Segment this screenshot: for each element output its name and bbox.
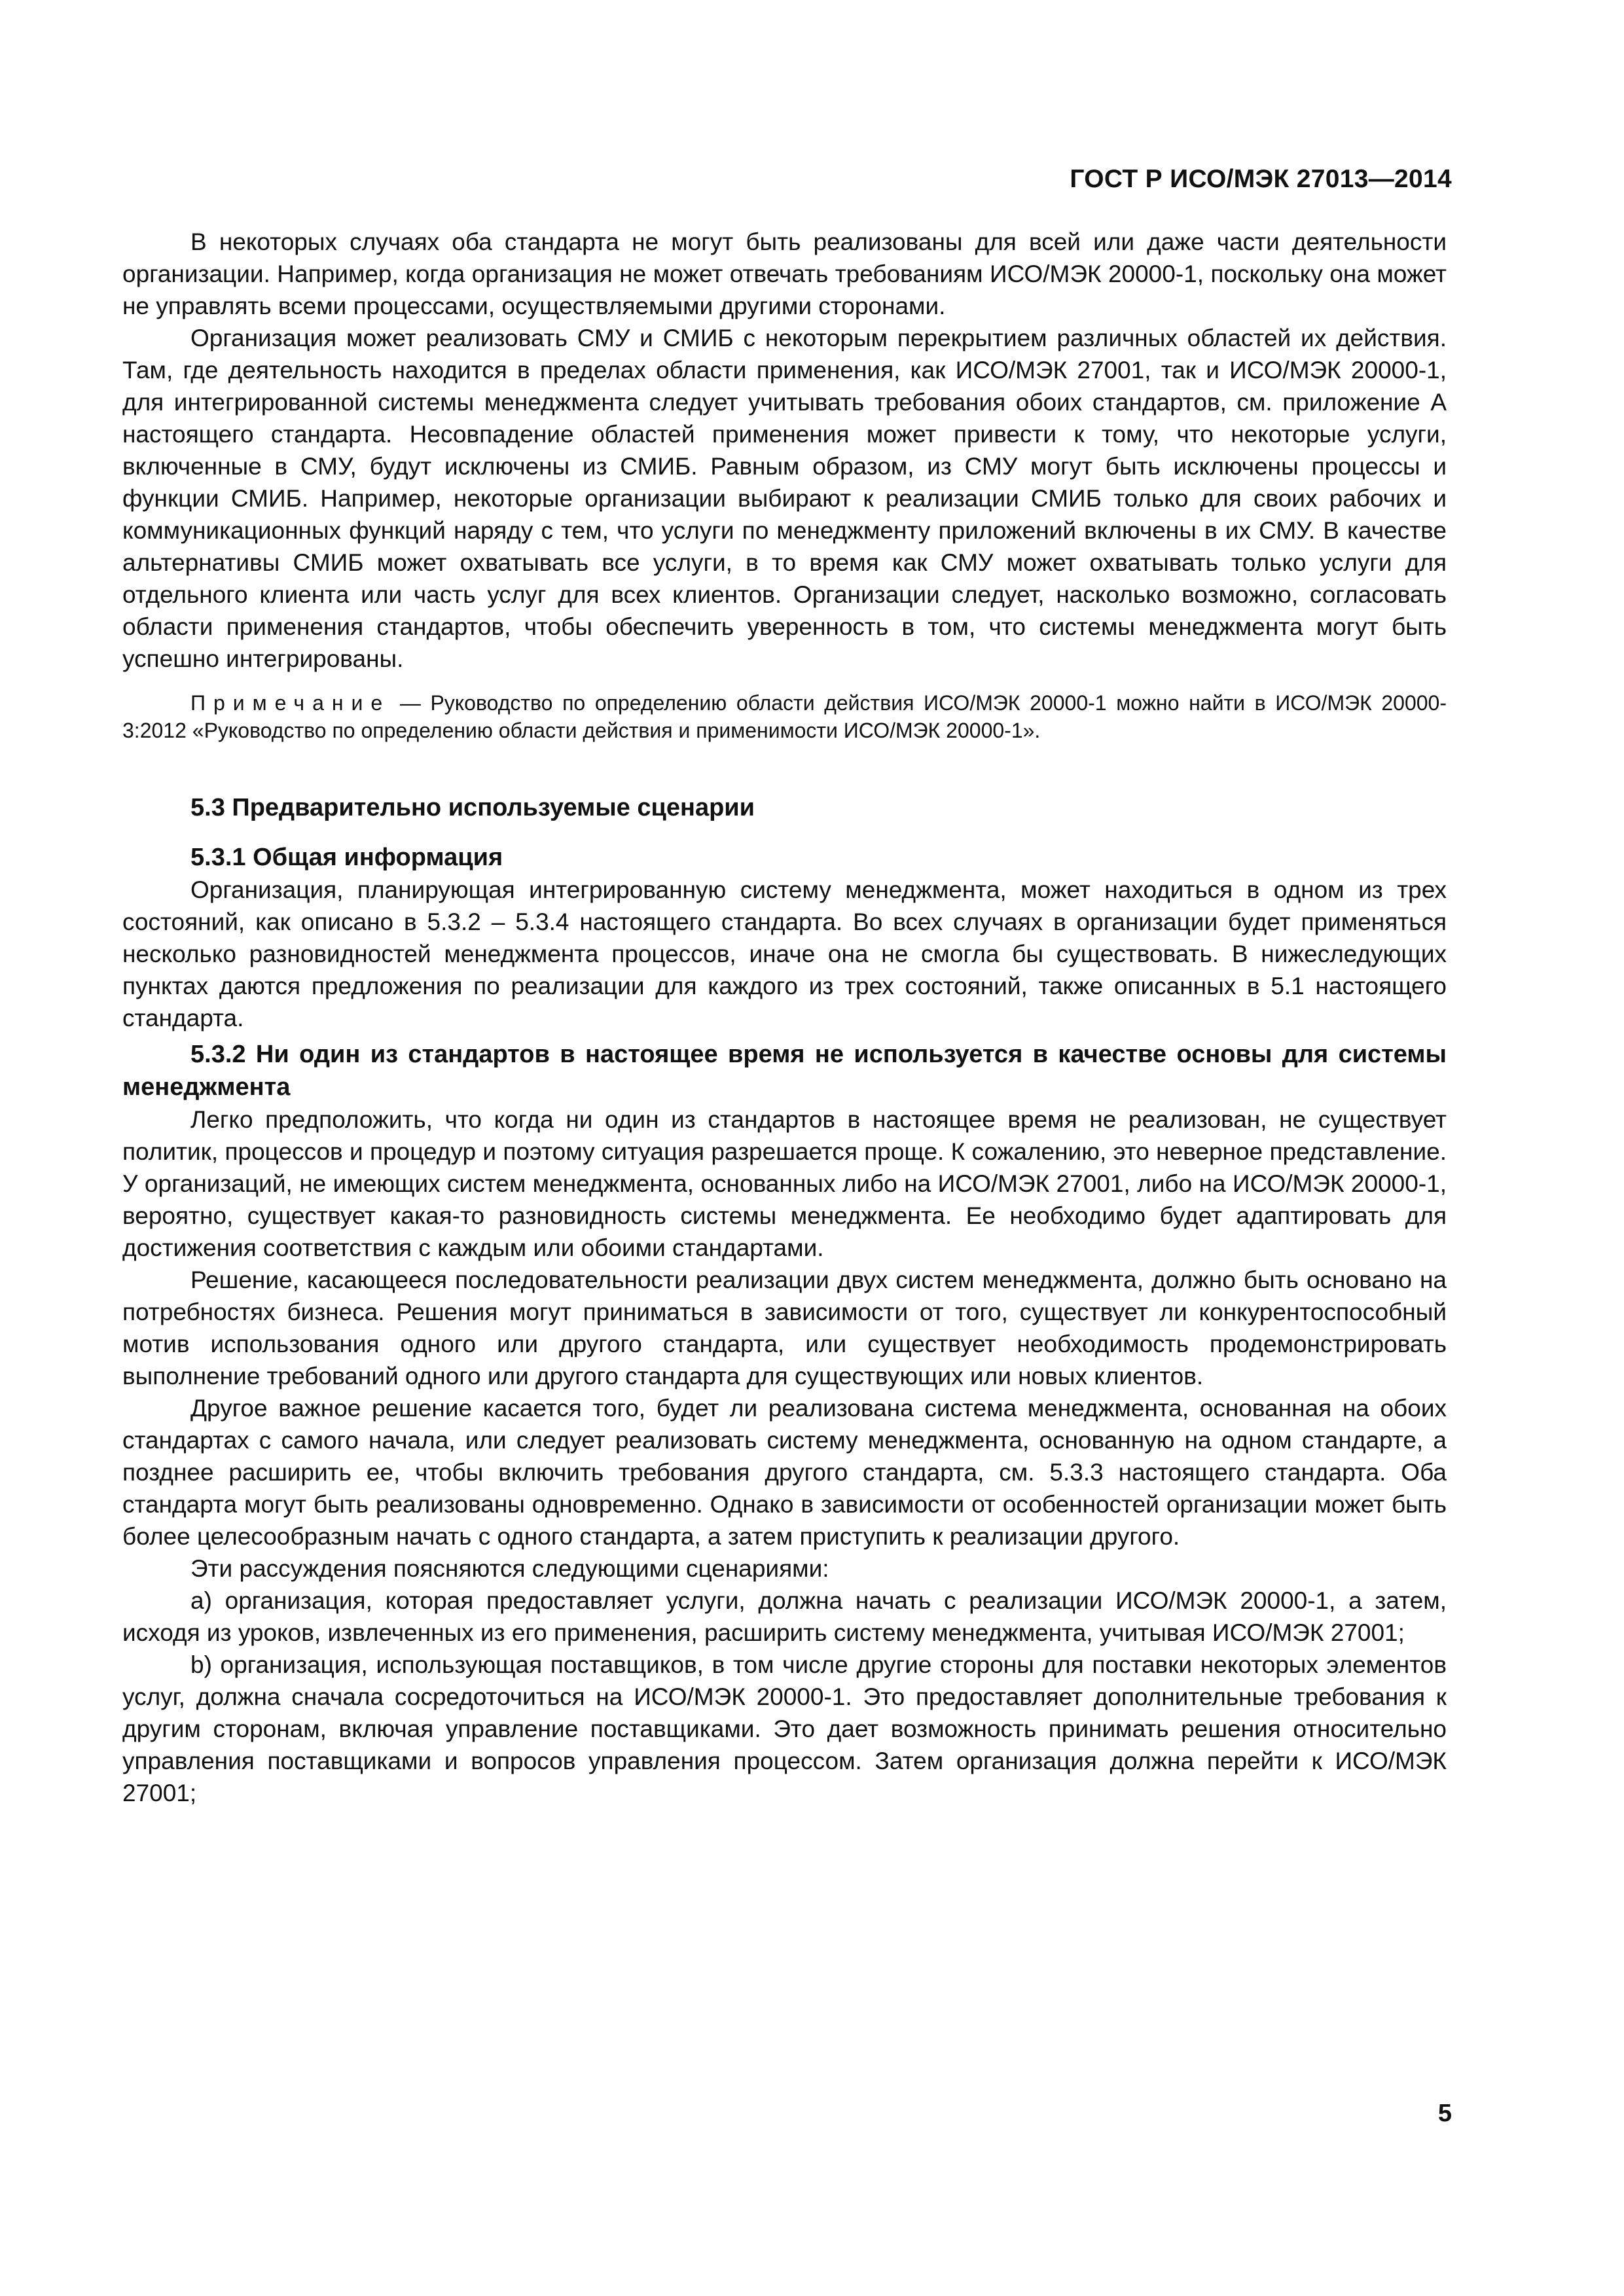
paragraph: В некоторых случаях оба стандарта не могут быть реализованы для всей или даже части деятельности организации. Например, когда организация не может отвечать требованиям ИСО/МЭК 20000-1, поскольку она может не управлять всеми процессами, осуществляемыми другими сторонами. bbox=[122, 228, 1447, 319]
section-heading-5-3-1: 5.3.1 Общая информация bbox=[190, 844, 503, 871]
paragraph: Другое важное решение касается того, будет ли реализована система менеджмента, основанная на обоих стандартах с самого начала, или следует реализовать систему менеджмента, основанную на одном стандарте, а позднее расширить ее, чтобы включить требования другого стандарта, см. 5.3.3 настоящего стандарта. Оба стандарта могут быть реализованы одновременно. Однако в зависимости от особенностей организации может быть более целесообразным начать с одного стандарта, а затем приступить к реализации другого. bbox=[122, 1395, 1447, 1550]
paragraph: Легко предположить, что когда ни один из стандартов в настоящее время не реализован, не существует политик, процессов и процедур и поэтому ситуация разрешается проще. К сожалению, это неверное представление. У организаций, не имеющих систем менеджмента, основанных либо на ИСО/МЭК 27001, либо на ИСО/МЭК 20000-1, вероятно, существует какая-то разновидность системы менеджмента. Ее необходимо будет адаптировать для достижения соответствия с каждым или обоими стандартами. bbox=[122, 1106, 1447, 1261]
document-header: ГОСТ Р ИСО/МЭК 27013—2014 bbox=[1070, 165, 1452, 193]
paragraph: Эти рассуждения поясняются следующими сценариями: bbox=[190, 1555, 829, 1582]
section-heading-5-3: 5.3 Предварительно используемые сценарии bbox=[190, 794, 755, 821]
document-body bbox=[122, 226, 1447, 1809]
paragraph: Организация может реализовать СМУ и СМИБ с некоторым перекрытием различных областей их действия. Там, где деятельность находится в пределах области применения, как ИСО/МЭК 27001, так и ИСО/МЭК 20000-1, для интегрированной системы менеджмента следует учитывать требования обоих стандартов, см. приложение А настоящего стандарта. Несовпадение областей применения может привести к тому, что некоторые услуги, включенные в СМУ, будут исключены из СМИБ. Равным образом, из СМУ могут быть исключены процессы и функции СМИБ. Например, некоторые организации выбирают к реализации СМИБ только для своих рабочих и коммуникационных функций наряду с тем, что услуги по менеджменту приложений включены в их СМУ. В качестве альтернативы СМИБ может охватывать все услуги, в то время как СМУ может охватывать только услуги для отдельного клиента или часть услуг для всех клиентов. Организации следует, насколько возможно, согласовать области применения стандартов, чтобы обеспечить уверенность в том, что системы менеджмента могут быть успешно интегрированы. bbox=[122, 325, 1447, 672]
paragraph: Решение, касающееся последовательности реализации двух систем менеджмента, должно быть основано на потребностях бизнеса. Решения могут приниматься в зависимости от того, существует ли конкурентоспособный мотив использования одного или другого стандарта, или существует необходимость продемонстрировать выполнение требований одного или другого стандарта для существующих или новых клиентов. bbox=[122, 1266, 1447, 1390]
list-item-b: b) организация, использующая поставщиков, в том числе другие стороны для поставки некоторых элементов услуг, должна сначала сосредоточиться на ИСО/МЭК 20000-1. Это предоставляет дополнительные требования к другим сторонам, включая управление поставщиками. Это дает возможность принимать решения относительно управления поставщиками и вопросов управления процессом. Затем организация должна перейти к ИСО/МЭК 27001; bbox=[122, 1651, 1447, 1806]
section-heading-5-3-2: 5.3.2 Ни один из стандартов в настоящее время не используется в качестве основы для системы менеджмента bbox=[122, 1041, 1447, 1101]
note-text: — Руководство по определению области действия ИСО/МЭК 20000-1 можно найти в ИСО/МЭК 20000-3:2012 «Руководство по определению области действия и применимости ИСО/МЭК 20000-1». bbox=[122, 691, 1447, 742]
page-number: 5 bbox=[1437, 2100, 1452, 2127]
paragraph: Организация, планирующая интегрированную систему менеджмента, может находиться в одном из трех состояний, как описано в 5.3.2 – 5.3.4 настоящего стандарта. Во всех случаях в организации будет применяться несколько разновидностей менеджмента процессов, иначе она не смогла бы существовать. В нижеследующих пунктах даются предложения по реализации для каждого из трех состояний, также описанных в 5.1 настоящего стандарта. bbox=[122, 876, 1447, 1031]
note bbox=[122, 689, 1447, 744]
list-item-a: a) организация, которая предоставляет услуги, должна начать с реализации ИСО/МЭК 20000-1, а затем, исходя из уроков, извлеченных из его применения, расширить систему менеджмента, учитывая ИСО/МЭК 27001; bbox=[122, 1587, 1447, 1646]
note-label: Примечание bbox=[190, 691, 391, 715]
